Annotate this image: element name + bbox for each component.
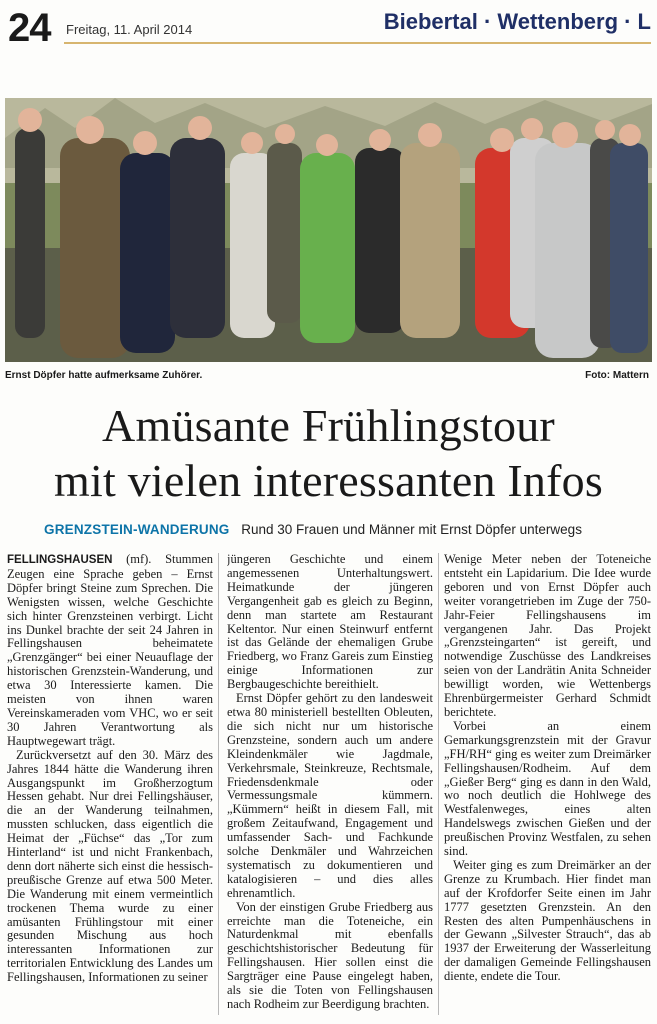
dateline: FELLINGSHAUSEN	[7, 554, 113, 566]
article-paragraph: Wenige Meter neben der Toteneiche entsteht ein Lapidarium. Die Idee wurde geboren und von Ernst Döpfer auch weiter vorangetrieben im Zuge der 750-Jahr-Feier Fellingshausens im vergangenen Jahr. Das Projekt „Grenzsteingarten“ ist gereift, und notwendige Zuschüsse des Landkreises seien von der Landrätin Anita Schneider bewilligt worden, wie Wettenbergs Ehrenbürgermeister Gerhard Schmidt berichtete.	[444, 553, 651, 719]
article-paragraph: Zurückversetzt auf den 30. März des Jahres 1844 hätte die Wanderung ihren Ausgangspunkt im Großherzogtum Hessen gehabt. Nur drei Fellingshäuser, die an der Wanderung teilnahmen, mussten schlucken, dass eigentlich die Heimat der „Füchse“ das „Tor zum Hinterland“ ist und nicht Frankenbach, denn dort näherte sich einst die hessisch-preußische Grenze auf etwa 500 Meter. Die Wanderung mit einem vermeintlich trockenen Thema wurde zu einer amüsanten Frühlingstour mit einer gesunden Mischung aus hoch interessanten Informationen zur territorialen Entwicklung des Landes um Fellingshausen, Informationen zu seiner	[7, 747, 213, 985]
photo-caption: Ernst Döpfer hatte aufmerksame Zuhörer.	[5, 370, 203, 381]
group-photo-illustration	[5, 98, 652, 362]
section-title: Biebertal · Wettenberg · L	[383, 9, 651, 34]
kicker-keyword: GRENZSTEIN-WANDERUNG	[44, 522, 230, 537]
column-rule-1	[218, 553, 219, 1015]
article-headline	[0, 398, 657, 508]
headline-line-2: mit vielen interessanten Infos	[54, 455, 603, 506]
column-rule-2	[438, 553, 439, 1015]
article-paragraph	[7, 553, 213, 749]
article-column-2	[227, 553, 433, 1023]
article-kicker	[44, 522, 582, 537]
page-number: 24	[8, 6, 51, 50]
headline-line-1: Amüsante Frühlingstour	[102, 400, 555, 451]
subheadline: Rund 30 Frauen und Männer mit Ernst Döpfer unterwegs	[241, 522, 582, 537]
page-header	[0, 0, 657, 52]
paragraph-text: Stummen Zeugen eine Sprache geben – Ernst Döpfer bringt Steine zum Sprechen. Die Wenigsten wissen, welche Geschichte sich hinter Grenzsteinen verbirgt. Licht ins Dunkel brachte der seit 24 Jahren in Fellingshausen beheimatete „Grenzgänger“ bei einer Neuauflage der historischen Grenzstein-Wanderung, und etwa 30 Interessierte kamen. Die meisten von ihnen waren Vereinskameraden vom VHC, wo er seit 30 Jahren Verantwortung als Hauptwegewart trägt.	[7, 553, 213, 748]
article-photo	[5, 98, 652, 362]
article-paragraph: Von der einstigen Grube Friedberg aus erreichte man die Toteneiche, ein Naturdenkmal mit ebenfalls geschichtshistorischer Bedeutung für Fellingshausen. Hier sollen einst die Sargträger eine Pause eingelegt haben, als sie die Toten von Fellingshausen nach Rodheim zur Beerdigung brachten.	[227, 899, 433, 1011]
header-rule	[64, 42, 651, 44]
photo-credit: Foto: Mattern	[585, 370, 649, 381]
article-paragraph: Vorbei an einem Gemarkungsgrenzstein mit der Gravur „FH/RH“ ging es weiter zum Dreimärker Fellingshausen/Rodheim. Auf dem „Gießer Berg“ ging es dann in den Wald, wo noch deutlich die Hohlwege des Westfalenweges, eines alten Handelswegs zwischen Gießen und der preußischen Provinz Westfalen, zu sehen sind.	[444, 718, 651, 859]
article-paragraph: jüngeren Geschichte und einem angemessenen Unterhaltungswert. Heimatkunde der jüngeren Vergangenheit gab es gleich zu Beginn, denn man startete am Restaurant Keltentor. Nur einen Steinwurf entfernt ist das Gelände der ehemaligen Grube Friedberg, wo Franz Gareis zum Einstieg einige Informationen zur Bergbaugeschichte bereithielt.	[227, 553, 433, 692]
issue-date: Freitag, 11. April 2014	[66, 22, 193, 37]
article-column-1	[7, 553, 213, 1023]
article-paragraph: Weiter ging es zum Dreimärker an der Grenze zu Krumbach. Hier findet man auf der Krofdorfer Seite einen im Jahr 1777 gesetzten Grenzstein. An den Resten des alten Pumpenhäuschens in der Gewann „Silvester Strauch“, das ab 1937 der Erweiterung der Wasserleitung der damaligen Gemeinde Fellingshausen diente, endete die Tour.	[444, 857, 651, 984]
byline: (mf).	[126, 553, 152, 566]
article-paragraph: Ernst Döpfer gehört zu den landesweit etwa 80 ministeriell bestellten Obleuten, die sich nicht nur um historische Grenzsteine, sondern auch um andere Kleindenkmäler wie Jagdmale, Verkehrsmale, Steinkreuze, Rechtsmale, Friedensdenkmale oder Vermessungsmale kümmern. „Kümmern“ heißt in diesem Fall, mit großem Zeitaufwand, Engagement und umfassender Sach- und Fachkunde solche Denkmäler und Wahrzeichen systematisch zu dokumentieren und katalogisieren – und dies alles ehrenamtlich.	[227, 691, 433, 900]
article-column-3	[444, 553, 651, 1023]
